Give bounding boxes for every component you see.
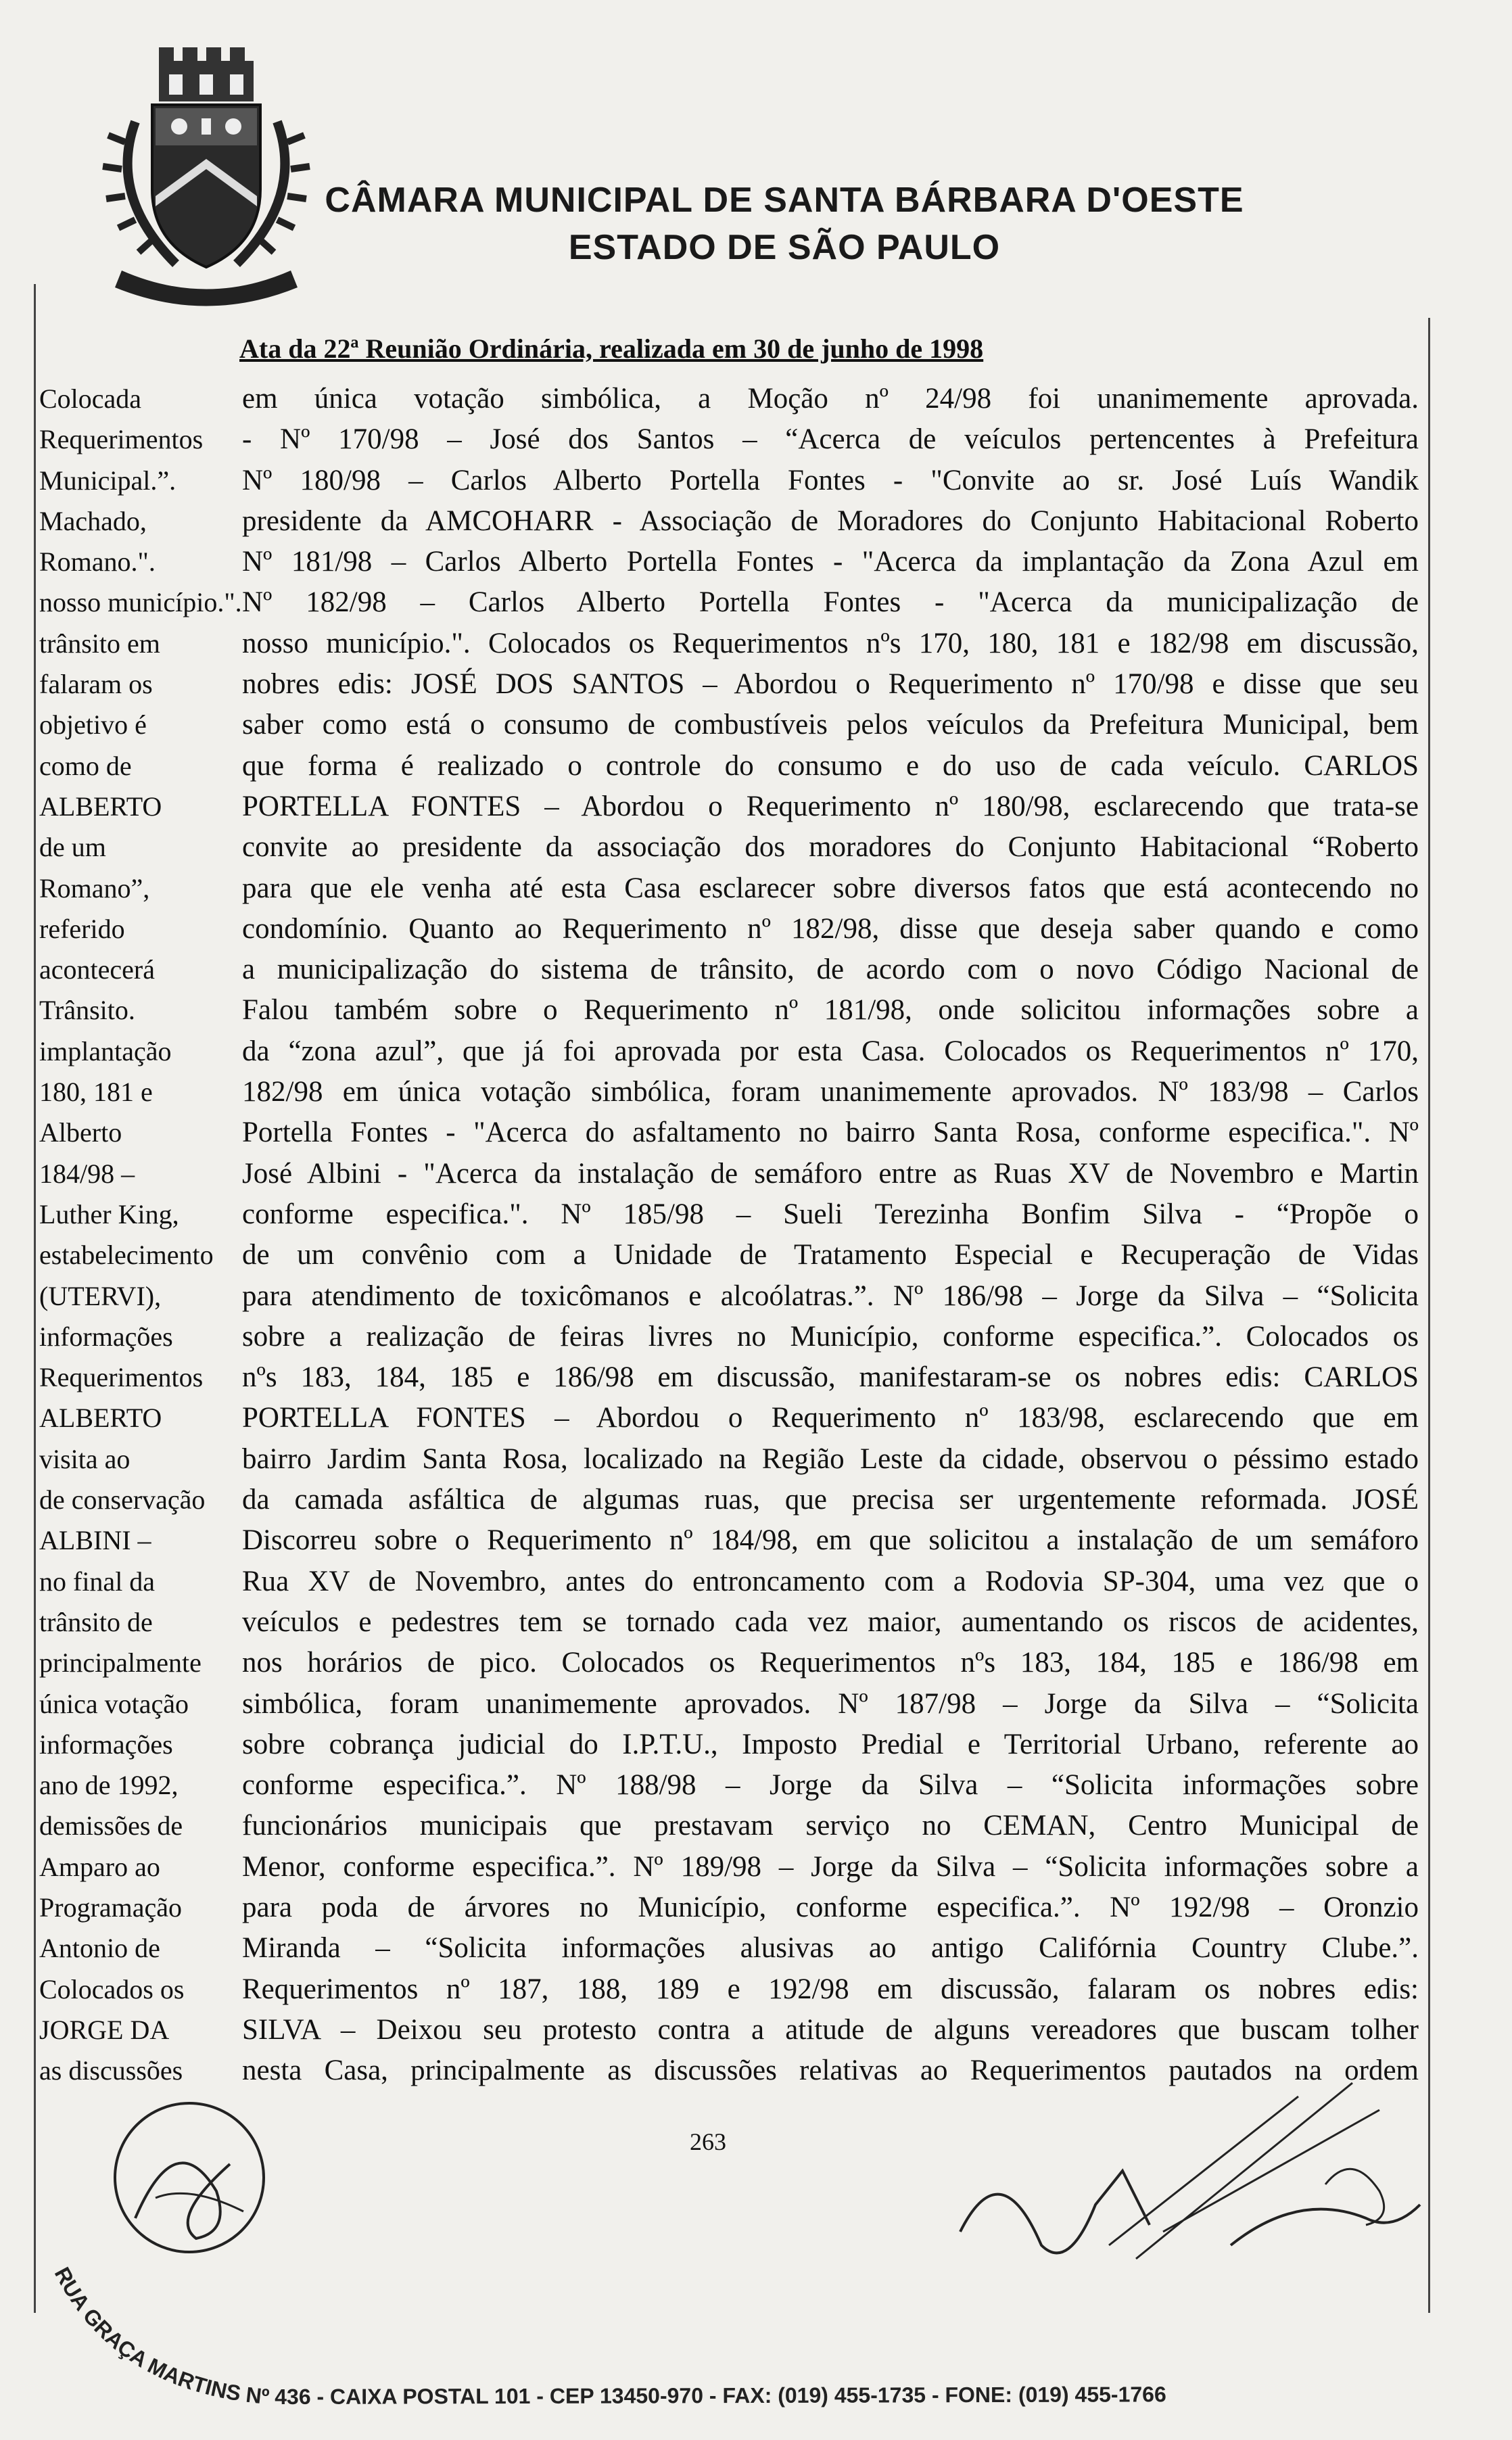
line-text: José Albini - "Acerca da instalação de semáforo entre as Ruas XV de Novembro e Martin: [242, 1157, 1419, 1190]
text-line: [39, 501, 1419, 542]
line-text: condomínio. Quanto ao Requerimento nº 182/98, disse que deseja saber quando e como: [242, 912, 1419, 945]
margin-note: Luther King,: [39, 1198, 179, 1229]
line-text: nobres edis: JOSÉ DOS SANTOS – Abordou o Requerimento nº 170/98 e disse que seu: [242, 668, 1419, 701]
line-text: saber como está o consumo de combustíveis pelos veículos da Prefeitura Municipal, bem: [242, 709, 1419, 741]
text-line: [39, 1235, 1419, 1275]
text-line: [39, 1480, 1419, 1520]
text-line: [39, 419, 1419, 460]
line-text: para poda de árvores no Município, conforme especifica.”. Nº 192/98 – Oronzio: [242, 1891, 1419, 1923]
text-line: [39, 990, 1419, 1031]
line-text: presidente da AMCOHARR - Associação de Moradores do Conjunto Habitacional Roberto: [242, 505, 1419, 537]
line-text: veículos e pedestres tem se tornado cada vez maior, aumentando os riscos de acidentes,: [242, 1605, 1419, 1638]
signature-right: [947, 2069, 1461, 2286]
margin-note: as discussões: [39, 2055, 183, 2086]
line-text: Menor, conforme especifica.”. Nº 189/98 – Jorge da Silva – “Solicita informações sobre a: [242, 1850, 1419, 1883]
margin-note: única votação: [39, 1688, 189, 1719]
line-text: Miranda – “Solicita informações alusivas ao antigo Califórnia Country Clube.”.: [242, 1932, 1419, 1965]
text-line: [39, 1154, 1419, 1194]
line-text: bairro Jardim Santa Rosa, localizado na Região Leste da cidade, observou o péssimo estado: [242, 1442, 1419, 1475]
footer-address: [47, 2259, 1501, 2421]
text-line: [39, 1439, 1419, 1480]
margin-note: Programação: [39, 1892, 183, 1923]
margin-note: Alberto: [39, 1117, 122, 1148]
margin-note: objetivo é: [39, 709, 147, 741]
margin-note: Romano”,: [39, 872, 150, 904]
line-text: convite ao presidente da associação dos moradores do Conjunto Habitacional “Roberto: [242, 831, 1419, 864]
text-line: [39, 1112, 1419, 1153]
margin-note: acontecerá: [39, 954, 155, 985]
margin-note: como de: [39, 750, 132, 781]
line-text: nos horários de pico. Colocados os Requerimentos nºs 183, 184, 185 e 186/98 em: [242, 1647, 1419, 1679]
municipal-coat-of-arms: [95, 41, 318, 311]
line-text: conforme especifica.". Nº 185/98 – Sueli Terezinha Bonfim Silva - “Propõe o: [242, 1198, 1419, 1230]
footer-address-text: [50, 2263, 1166, 2409]
text-line: [39, 1562, 1419, 1602]
text-line: [39, 1643, 1419, 1683]
margin-note: ALBERTO: [39, 791, 162, 822]
line-text: para que ele venha até esta Casa esclarecer sobre diversos fatos que está acontecendo no: [242, 872, 1419, 904]
text-line: [39, 1969, 1419, 2010]
text-line: [39, 1194, 1419, 1235]
line-text: sobre a realização de feiras livres no Município, conforme especifica.”. Colocados os: [242, 1320, 1419, 1353]
signature-left: [95, 2083, 298, 2259]
text-line: [39, 1887, 1419, 1928]
margin-note: 180, 181 e: [39, 1077, 153, 1108]
margin-note: Romano.".: [39, 546, 156, 578]
text-line: [39, 582, 1419, 623]
text-line: [39, 461, 1419, 501]
line-text: a municipalização do sistema de trânsito, de acordo com o novo Código Nacional de: [242, 954, 1419, 986]
line-text: PORTELLA FONTES – Abordou o Requerimento nº 183/98, esclarecendo que em: [242, 1402, 1419, 1434]
text-line: [39, 624, 1419, 664]
line-text: Nº 182/98 – Carlos Alberto Portella Fontes - "Acerca da municipalização de: [242, 586, 1419, 619]
line-text: Nº 180/98 – Carlos Alberto Portella Fontes - "Convite ao sr. José Luís Wandik: [242, 464, 1419, 496]
text-line: [39, 705, 1419, 745]
line-text: sobre cobrança judicial do I.P.T.U., Imposto Predial e Territorial Urbano, referente ao: [242, 1728, 1419, 1760]
margin-note: informações: [39, 1729, 173, 1760]
text-line: [39, 1031, 1419, 1072]
margin-note: referido: [39, 913, 125, 944]
footer-address-path: RUA GRAÇA MARTINS Nº 436 - CAIXA POSTAL 101 - CEP 13450-970 - FAX: (019) 455-1735 - FONE: (019) 455-1766: [49, 2263, 1166, 2410]
line-text: da camada asfáltica de algumas ruas, que precisa ser urgentemente reformada. JOSÉ: [242, 1484, 1419, 1516]
text-line: [39, 1928, 1419, 1969]
line-text: nosso município.". Colocados os Requerimentos nºs 170, 180, 181 e 182/98 em discussão,: [242, 627, 1419, 659]
margin-note: no final da: [39, 1566, 156, 1597]
margin-note: Municipal.”.: [39, 465, 176, 496]
margin-note: estabelecimento: [39, 1240, 214, 1271]
text-line: [39, 827, 1419, 868]
margin-note: Machado,: [39, 505, 147, 536]
text-line: [39, 664, 1419, 705]
margin-note: Antonio de: [39, 1933, 160, 1964]
line-text: 182/98 em única votação simbólica, foram unanimemente aprovados. Nº 183/98 – Carlos: [242, 1076, 1419, 1108]
margin-note: Requerimentos: [39, 424, 204, 455]
text-line: [39, 1357, 1419, 1398]
text-line: [39, 1602, 1419, 1643]
text-line: [39, 1317, 1419, 1357]
margin-note: ALBINI –: [39, 1525, 151, 1556]
line-text: PORTELLA FONTES – Abordou o Requerimento nº 180/98, esclarecendo que trata-se: [242, 790, 1419, 822]
text-line: [39, 379, 1419, 419]
margin-note: trânsito de: [39, 1606, 153, 1637]
margin-note: JORGE DA: [39, 2014, 170, 2045]
text-line: [39, 1276, 1419, 1317]
text-line: [39, 868, 1419, 909]
text-line: [39, 2010, 1419, 2050]
margin-note: Colocados os: [39, 1973, 185, 2004]
left-margin-rule: [34, 284, 36, 2313]
line-text: de um convênio com a Unidade de Tratamento Especial e Recuperação de Vidas: [242, 1239, 1419, 1271]
line-text: nesta Casa, principalmente as discussões relativas ao Requerimentos pautados na ordem: [242, 2055, 1419, 2087]
text-line: [39, 1765, 1419, 1806]
margin-note: de um: [39, 832, 106, 863]
line-text: Portella Fontes - "Acerca do asfaltamento no bairro Santa Rosa, conforme especifica.". Nº: [242, 1117, 1419, 1149]
margin-note: informações: [39, 1321, 173, 1352]
line-text: funcionários municipais que prestavam serviço no CEMAN, Centro Municipal de: [242, 1810, 1419, 1842]
text-line: [39, 909, 1419, 949]
text-line: [39, 1684, 1419, 1725]
line-text: Discorreu sobre o Requerimento nº 184/98, em que solicitou a instalação de um semáforo: [242, 1524, 1419, 1557]
page-number: 263: [690, 2128, 726, 2155]
margin-note: de conservação: [39, 1484, 206, 1516]
text-line: [39, 1847, 1419, 1887]
line-text: simbólica, foram unanimemente aprovados. Nº 187/98 – Jorge da Silva – “Solicita: [242, 1687, 1419, 1720]
text-line: [39, 746, 1419, 787]
margin-note: nosso município.".: [39, 587, 242, 618]
text-line: [39, 1072, 1419, 1112]
text-line: [39, 1520, 1419, 1561]
text-line: [39, 542, 1419, 582]
line-text: Nº 181/98 – Carlos Alberto Portella Fontes - "Acerca da implantação da Zona Azul em: [242, 546, 1419, 578]
line-text: nºs 183, 184, 185 e 186/98 em discussão, manifestaram-se os nobres edis: CARLOS: [242, 1361, 1419, 1394]
text-line: [39, 1398, 1419, 1438]
minutes-body: [39, 379, 1419, 2091]
institution-name: CÂMARA MUNICIPAL DE SANTA BÁRBARA D'OESTE: [325, 181, 1244, 220]
line-text: da “zona azul”, que já foi aprovada por esta Casa. Colocados os Requerimentos nº 170,: [242, 1035, 1419, 1067]
minutes-title: Ata da 22ª Reunião Ordinária, realizada em 30 de junho de 1998: [239, 333, 984, 364]
line-text: Falou também sobre o Requerimento nº 181/98, onde solicitou informações sobre a: [242, 994, 1419, 1027]
margin-note: principalmente: [39, 1647, 202, 1679]
margin-note: falaram os: [39, 669, 153, 700]
line-text: Rua XV de Novembro, antes do entroncamento com a Rodovia SP-304, uma vez que o: [242, 1565, 1419, 1597]
line-text: Requerimentos nº 187, 188, 189 e 192/98 em discussão, falaram os nobres edis:: [242, 1973, 1419, 2005]
margin-note: Amparo ao: [39, 1851, 160, 1882]
margin-note: Trânsito.: [39, 995, 135, 1026]
line-text: conforme especifica.”. Nº 188/98 – Jorge da Silva – “Solicita informações sobre: [242, 1769, 1419, 1802]
line-text: que forma é realizado o controle do consumo e do uso de cada veículo. CARLOS: [242, 749, 1419, 782]
margin-note: 184/98 –: [39, 1158, 135, 1189]
line-text: para atendimento de toxicômanos e alcoólatras.”. Nº 186/98 – Jorge da Silva – “Solicita: [242, 1280, 1419, 1312]
margin-note: Requerimentos: [39, 1362, 204, 1393]
margin-note: ALBERTO: [39, 1403, 162, 1434]
margin-note: (UTERVI),: [39, 1280, 162, 1311]
line-text: em única votação simbólica, a Moção nº 24/98 foi unanimemente aprovada.: [242, 383, 1419, 415]
text-line: [39, 787, 1419, 827]
margin-note: ano de 1992,: [39, 1770, 179, 1801]
margin-note: trânsito em: [39, 628, 160, 659]
line-text: SILVA – Deixou seu protesto contra a atitude de alguns vereadores que buscam tolher: [242, 2013, 1419, 2046]
margin-note: implantação: [39, 1035, 172, 1066]
text-line: [39, 1806, 1419, 1846]
right-margin-rule: [1428, 318, 1430, 2313]
line-text: - Nº 170/98 – José dos Santos – “Acerca de veículos pertencentes à Prefeitura: [242, 423, 1419, 456]
text-line: [39, 949, 1419, 990]
margin-note: visita ao: [39, 1443, 131, 1474]
text-line: [39, 1725, 1419, 1765]
state-name: ESTADO DE SÃO PAULO: [568, 228, 1001, 267]
margin-note: Colocada: [39, 383, 142, 414]
margin-note: demissões de: [39, 1810, 183, 1841]
